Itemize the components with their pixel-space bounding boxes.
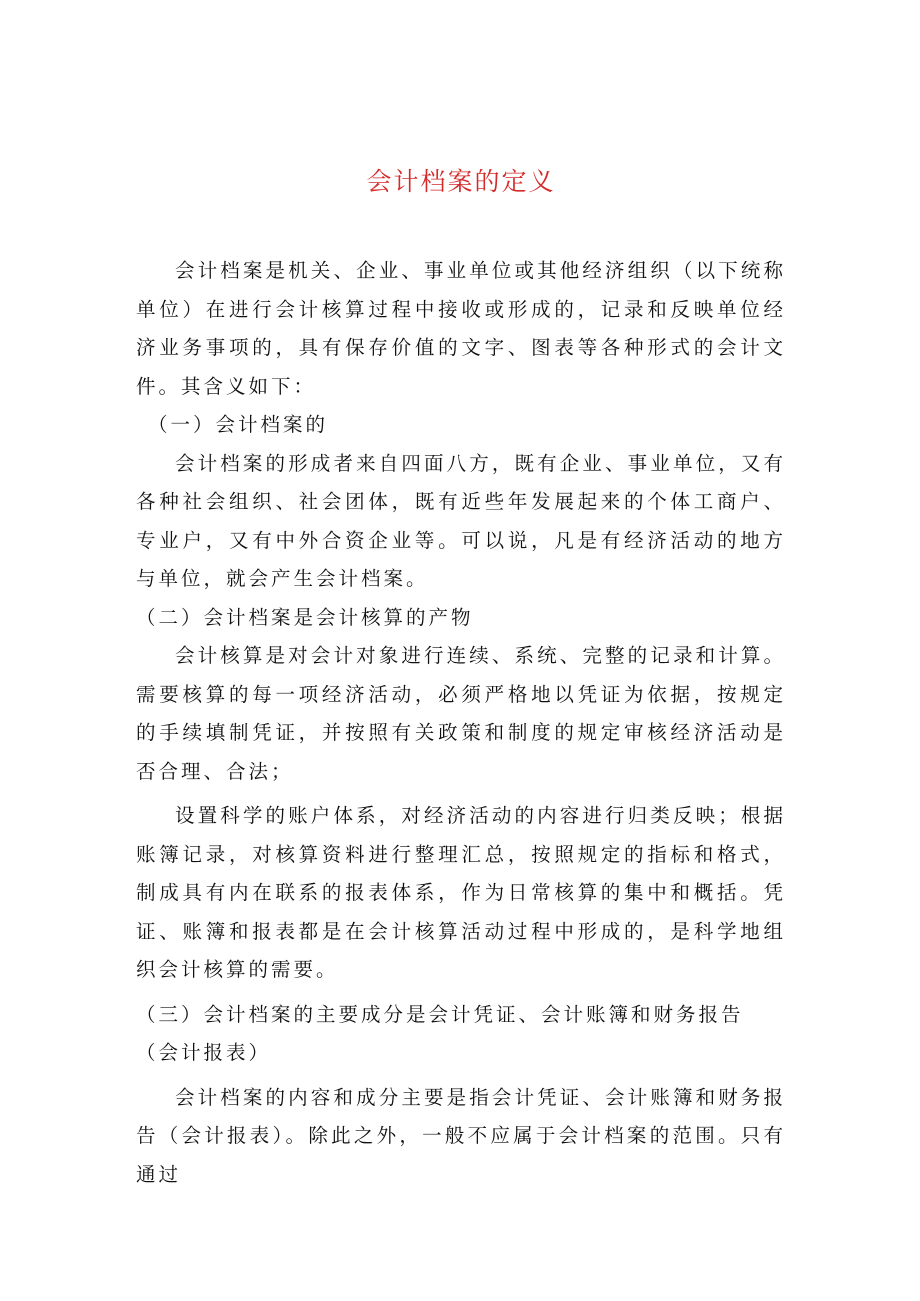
section-heading-1: （一）会计档案的 <box>148 413 329 436</box>
section-heading-3: （三）会计档案的主要成分是会计凭证、会计账簿和财务报告（会计报表） <box>136 1002 744 1064</box>
paragraph-section-2a: 会计核算是对会计对象进行连续、系统、完整的记录和计算。需要核算的每一项经济活动，必须严格地以凭证为依据，按规定的手续填制凭证，并按照有关政策和制度的规定审核经济活动是否合理、合法； <box>136 644 786 783</box>
paragraph-section-1: 会计档案的形成者来自四面八方，既有企业、事业单位，又有各种社会组织、社会团体，既有近些年发展起来的个体工商户、专业户，又有中外合资企业等。可以说，凡是有经济活动的地方与单位，就会产生会计档案。 <box>136 451 786 590</box>
paragraph-intro: 会计档案是机关、企业、事业单位或其他经济组织（以下统称单位）在进行会计核算过程中接收或形成的，记录和反映单位经济业务事项的，具有保存价值的文字、图表等各种形式的会计文件。其含义如下： <box>136 259 786 398</box>
paragraph-section-3: 会计档案的内容和成分主要是指会计凭证、会计账簿和财务报告（会计报表）。除此之外，一般不应属于会计档案的范围。只有通过 <box>136 1085 786 1186</box>
section-heading-2: （二）会计档案是会计核算的产物 <box>136 605 474 629</box>
document-title: 会计档案的定义 <box>366 167 556 196</box>
paragraph-section-2b: 设置科学的账户体系，对经济活动的内容进行归类反映；根据账簿记录，对核算资料进行整理汇总，按照规定的指标和格式，制成具有内在联系的报表体系，作为日常核算的集中和概括。凭证、账簿和报表都是在会计核算活动过程中形成的，是科学地组织会计核算的需要。 <box>136 804 786 981</box>
